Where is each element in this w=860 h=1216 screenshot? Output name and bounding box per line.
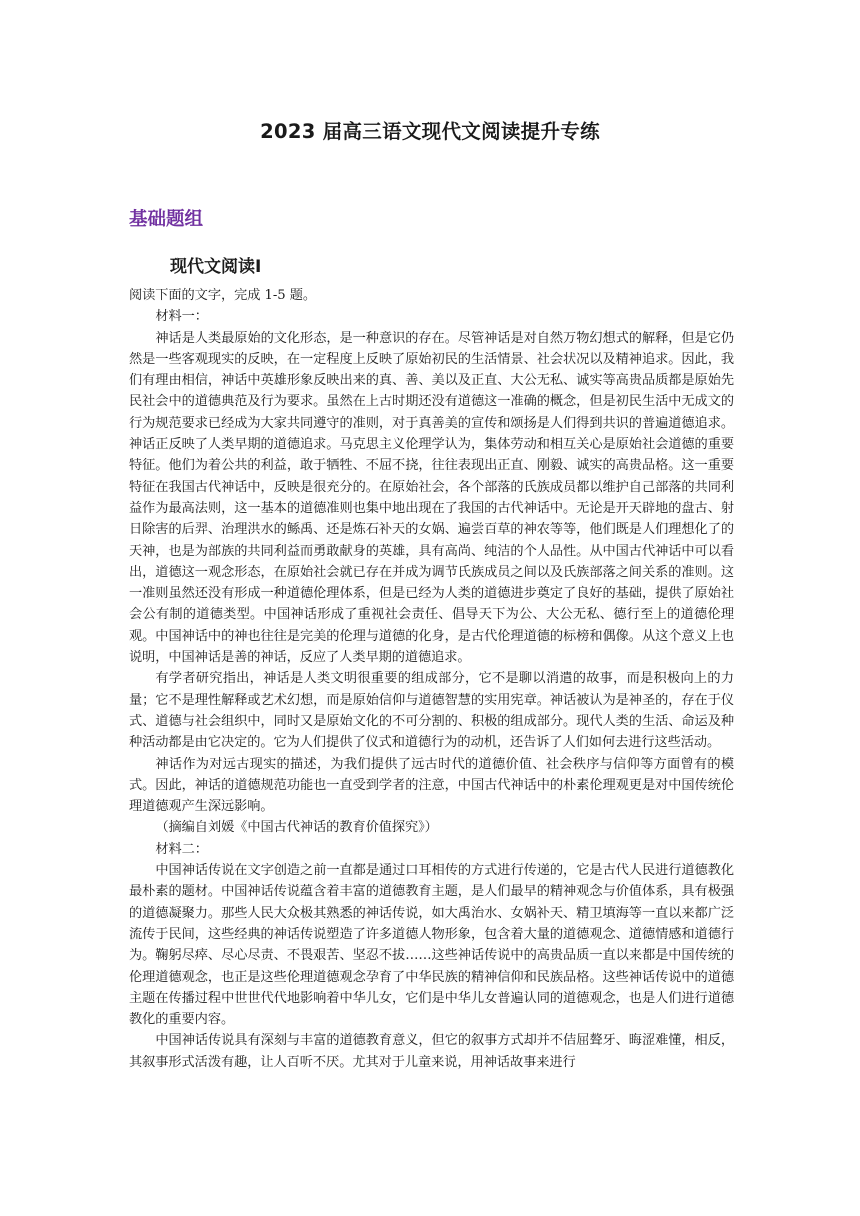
material-two-paragraph-2: 中国神话传说具有深刻与丰富的道德教育意义，但它的叙事方式却并不佶屈聱牙、晦涩难懂，相反，其叙事形式活泼有趣，让人百听不厌。尤其对于儿童来说，用神话故事来进行 [129, 1033, 734, 1070]
material-two-label: 材料二： [155, 841, 208, 857]
instruction-text: 阅读下面的文字，完成 1-5 题。 [129, 288, 317, 303]
section-heading: 基础题组 [129, 209, 204, 230]
material-one-paragraph-3: 神话作为对远古现实的描述，为我们提供了远古时代的道德价值、社会秩序与信仰等方面曾有的模式。因此，神话的道德规范功能也一直受到学者的注意，中国古代神话中的朴素伦理观更是对中国传统伦理道德观产生深远影响。 [129, 756, 734, 815]
material-one-label: 材料一： [155, 309, 208, 325]
document-title: 2023 届高三语文现代文阅读提升专练 [260, 120, 600, 143]
material-one-paragraph-1: 神话是人类最原始的文化形态，是一种意识的存在。尽管神话是对自然万物幻想式的解释，但是它仍然是一些客观现实的反映，在一定程度上反映了原始初民的生活情景、社会状况以及精神追求。因此，我们有理由相信，神话中英雄形象反映出来的真、善、美以及正直、大公无私、诚实等高贵品质都是原始先民社会中的道德典范及行为要求。虽然在上古时期还没有道德这一准确的概念，但是初民生活中无成文的行为规范要求已经成为大家共同遵守的准则，对于真善美的宣传和颂扬是人们得到共识的普遍道德追求。神话正反映了人类早期的道德追求。马克思主义伦理学认为，集体劳动和相互关心是原始社会道德的重要特征。他们为着公共的利益，敢于牺牲、不屈不挠，往往表现出正直、刚毅、诚实的高贵品格。这一重要特征在我国古代神话中，反映是很充分的。在原始社会，各个部落的氏族成员都以维护自己部落的共同利益作为最高法则，这一基本的道德准则也集中地出现在了我国的古代神话中。无论是开天辟地的盘古、射日除害的后羿、治理洪水的鲧禹、还是炼石补天的女娲、遍尝百草的神农等等，他们既是人们理想化了的天神，也是为部族的共同利益而勇敢献身的英雄，具有高尚、纯洁的个人品性。从中国古代神话中可以看出，道德这一观念形态，在原始社会就已存在并成为调节氏族成员之间以及氏族部落之间关系的准则。这一准则虽然还没有形成一种道德伦理体系，但是已经为人类的道德进步奠定了良好的基础，提供了原始社会公有制的道德类型。中国神话形成了重视社会责任、倡导天下为公、大公无私、德行至上的道德伦理观。中国神话中的神也往往是完美的伦理与道德的化身，是古代伦理道德的标榜和偶像。从这个意义上也说明，中国神话是善的神话，反应了人类早期的道德追求。 [129, 330, 734, 666]
material-two-paragraph-1: 中国神话传说在文字创造之前一直都是通过口耳相传的方式进行传递的，它是古代人民进行道德教化最朴素的题材。中国神话传说蕴含着丰富的道德教育主题，是人们最早的精神观念与价值体系，具有极强的道德凝聚力。那些人民大众极其熟悉的神话传说，如大禹治水、女娲补天、精卫填海等一直以来都广泛流传于民间，这些经典的神话传说塑造了许多道德人物形象，包含着大量的道德观念、道德情感和道德行为。鞠躬尽瘁、尽心尽责、不畏艰苦、坚忍不拔……这些神话传说中的高贵品质一直以来都是中国传统的伦理道德观念，也正是这些伦理道德观念孕育了中华民族的精神信仰和民族品格。这些神话传说中的道德主题在传播过程中世世代代地影响着中华儿女，它们是中华儿女普遍认同的道德观念，也是人们进行道德教化的重要内容。 [129, 863, 734, 1028]
material-one-source: （摘编自刘媛《中国古代神话的教育价值探究》） [155, 820, 438, 836]
reading-subheading: 现代文阅读Ⅰ [170, 257, 262, 277]
reading-passage [129, 285, 734, 1073]
material-one-paragraph-2: 有学者研究指出，神话是人类文明很重要的组成部分，它不是聊以消遣的故事，而是积极向上的力量；它不是理性解释或艺术幻想，而是原始信仰与道德智慧的实用宪章。神话被认为是神圣的，存在于仪式、道德与社会组织中，同时又是原始文化的不可分割的、积极的组成部分。现代人类的生活、命运及种种活动都是由它决定的。它为人们提供了仪式和道德行为的动机，还告诉了人们如何去进行这些活动。 [129, 671, 734, 751]
